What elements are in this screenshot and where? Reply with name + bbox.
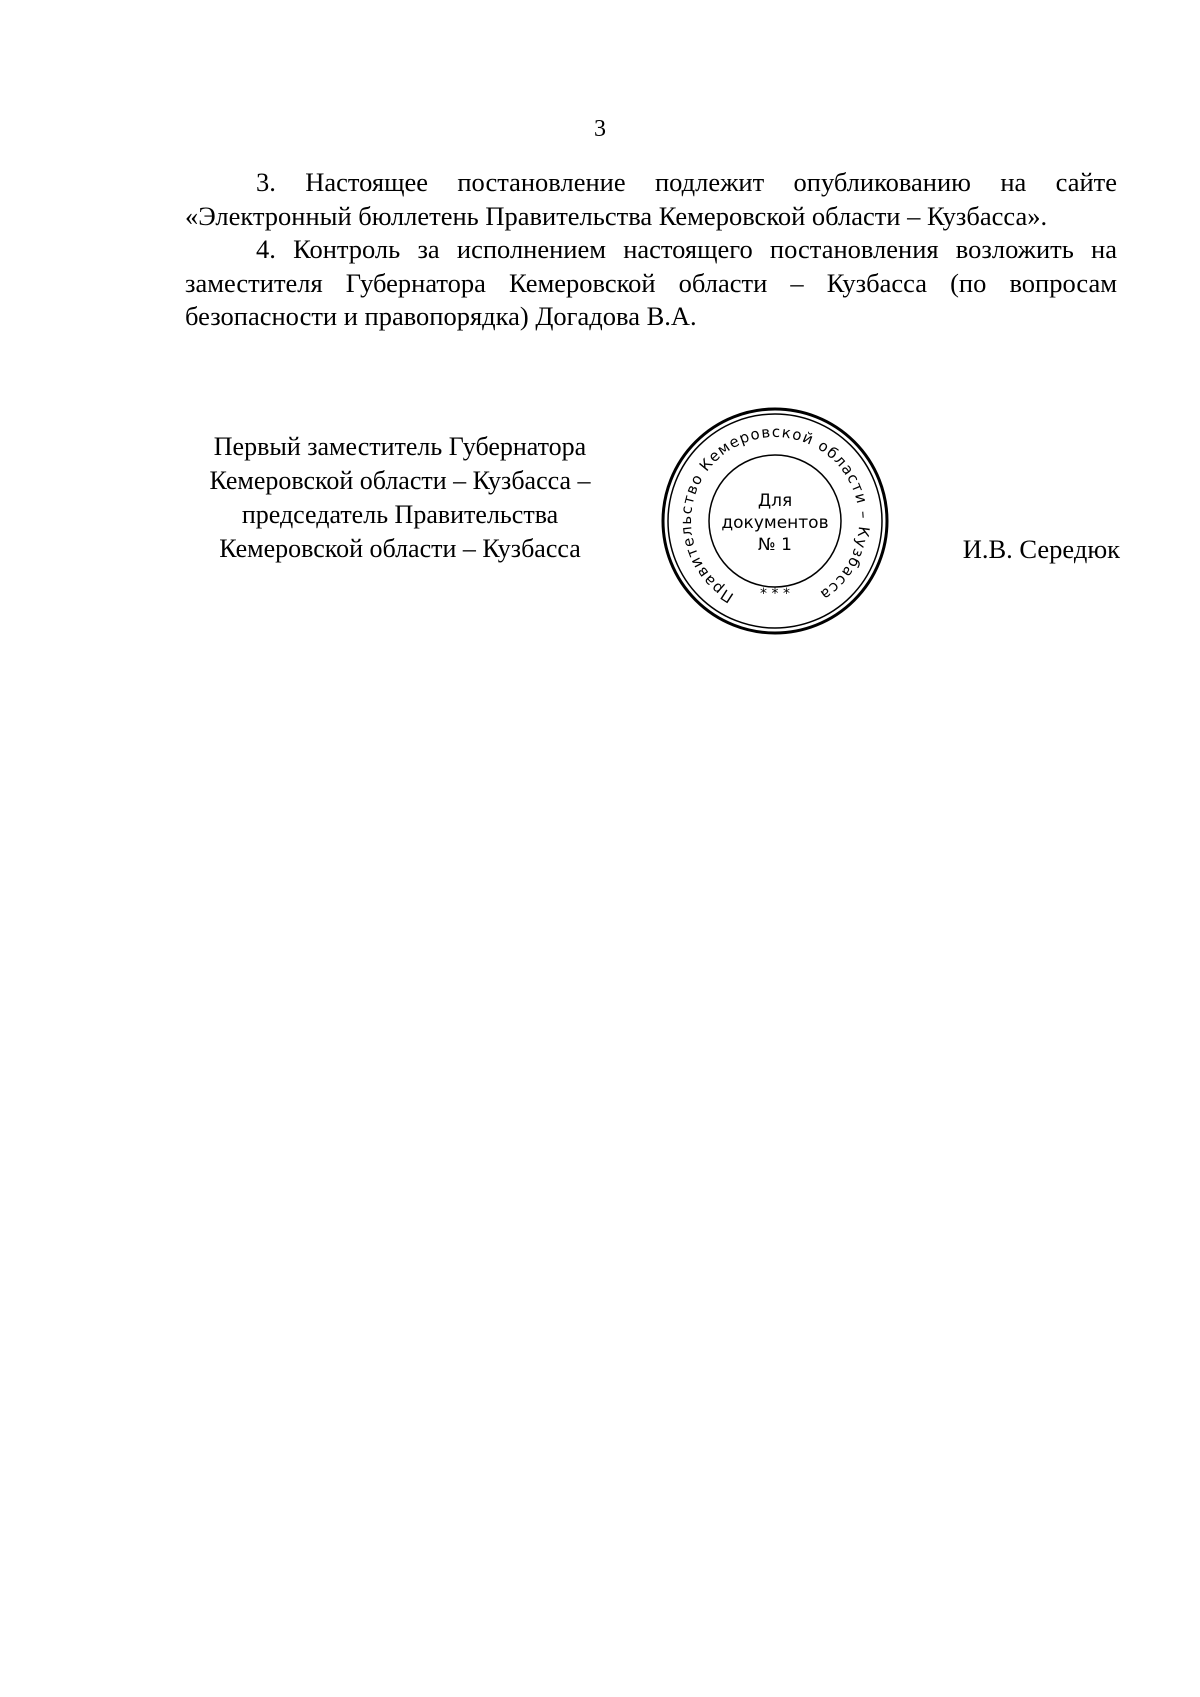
document-body (185, 166, 1117, 334)
seal-icon (660, 406, 890, 636)
seal-stars: * * * (760, 586, 790, 602)
seal-center-line: Для (757, 491, 793, 511)
seal-center-line: документов (721, 513, 829, 533)
page-number: 3 (594, 116, 606, 142)
position-line: Кемеровской области – Кузбасса (219, 534, 581, 563)
paragraph-publication: 3. Настоящее постановление подлежит опубликованию на сайте «Электронный бюллетень Правительства Кемеровской области – Кузбасса». (185, 167, 1117, 231)
paragraph-control: 4. Контроль за исполнением настоящего постановления возложить на заместителя Губернатора Кемеровской области – Кузбасса (по вопросам безопасности и правопорядка) Догадова В.А. (185, 234, 1117, 331)
position-line: Кемеровской области – Кузбасса – (209, 466, 591, 495)
signatory-position (180, 430, 620, 566)
signer-name: И.В. Середюк (962, 534, 1120, 564)
seal-center-line: № 1 (758, 535, 792, 555)
seal-ring-text: Правительство Кемеровской области – Кузбасса (676, 422, 874, 607)
official-seal (660, 406, 890, 636)
position-line: председатель Правительства (241, 500, 559, 529)
position-line: Первый заместитель Губернатора (213, 432, 587, 461)
